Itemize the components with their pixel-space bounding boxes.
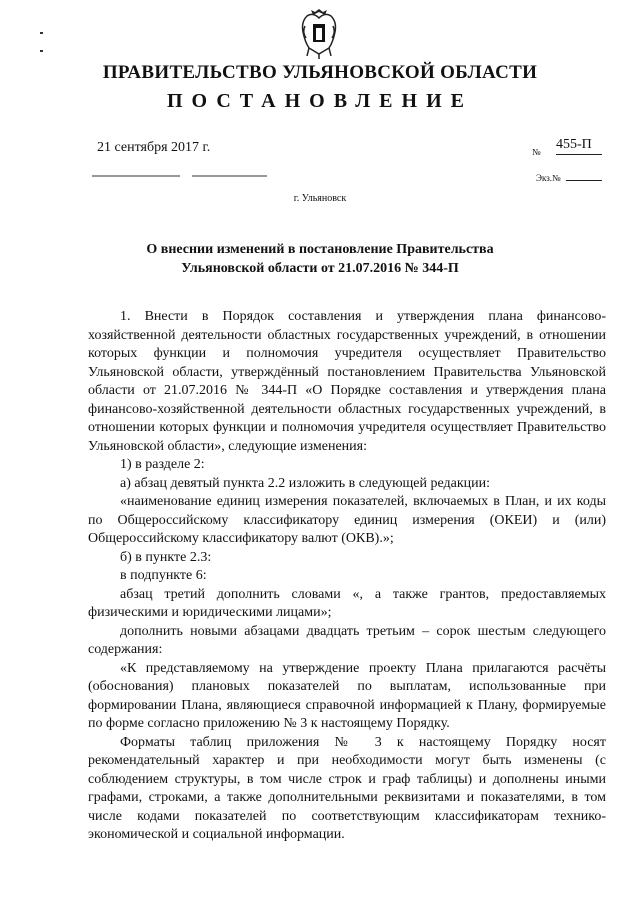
body-paragraph: в подпункте 6: bbox=[120, 568, 207, 583]
date-underline bbox=[92, 165, 272, 169]
number-label: № bbox=[532, 147, 541, 157]
body-paragraph: «К представляемому на утверждение проекту Плана прилагаются расчёты (обоснования) плановых показателей по выплатам, использованные при формировании Плана, являющиеся справочной информацией к Плану, формируемые по форме согласно приложению № 3 к настоящему Порядку. bbox=[88, 660, 606, 731]
body-paragraph: «наименование единиц измерения показателей, включаемых в План, и их коды по Общероссийскому классификатору единиц измерения (ОКЕИ) и (или) Общероссийскому классификатору валют (ОКВ).»; bbox=[88, 494, 606, 546]
body-paragraph: 1. Внести в Порядок составления и утверждения плана финансово-хозяйственной деятельности областных государственных учреждений, в отношении которых функции и полномочия учредителя осуществляет Правительство Ульяновской области, утверждённый постановлением Правительства Ульяновской области от 21.07.2016 № 344-П «О Порядке составления и утверждения плана финансово-хозяйственной деятельности областных государственных учреждений, в отношении которых функции и полномочия учредителя осуществляет Правительство Ульяновской области», следующие изменения: bbox=[88, 309, 606, 454]
decree-body bbox=[88, 308, 606, 845]
body-paragraph: б) в пункте 2.3: bbox=[120, 549, 212, 565]
document-type-title: ПОСТАНОВЛЕНИЕ bbox=[167, 90, 473, 112]
coat-of-arms-icon bbox=[299, 8, 339, 60]
body-paragraph: Форматы таблиц приложения № 3 к настоящему Порядку носят рекомендательный характер и при необходимости могут быть изменены (с соблюдением структуры, в том числе строк и граф таблицы) и дополнены иными графами, строками, а также дополнительными реквизитами и показателями, в том числе кодами показателей по соответствующим классификаторам технико-экономической и социальной информации. bbox=[88, 734, 606, 842]
body-paragraph: абзац третий дополнить словами «, а также грантов, предоставляемых физическими и юридическими лицами»; bbox=[88, 586, 606, 620]
body-paragraph: а) абзац девятый пункта 2.2 изложить в следующей редакции: bbox=[120, 475, 491, 491]
scan-mark bbox=[40, 32, 43, 34]
copy-number-label: Экз.№ bbox=[536, 173, 561, 183]
subject-line: О внеснии изменений в постановление Правительства bbox=[146, 242, 494, 257]
decree-date: 21 сентября 2017 г. bbox=[97, 140, 211, 155]
decree-subject bbox=[120, 240, 520, 278]
subject-line: Ульяновской области от 21.07.2016 № 344-П bbox=[181, 261, 459, 276]
decree-number: 455-П bbox=[556, 137, 602, 155]
government-title: ПРАВИТЕЛЬСТВО УЛЬЯНОВСКОЙ ОБЛАСТИ bbox=[102, 62, 538, 83]
city: г. Ульяновск bbox=[293, 193, 347, 204]
copy-number-line bbox=[566, 180, 602, 181]
body-paragraph: 1) в разделе 2: bbox=[120, 457, 205, 472]
scan-mark bbox=[40, 50, 43, 52]
body-paragraph: дополнить новыми абзацами двадцать третьим – сорок шестым следующего содержания: bbox=[88, 623, 606, 657]
